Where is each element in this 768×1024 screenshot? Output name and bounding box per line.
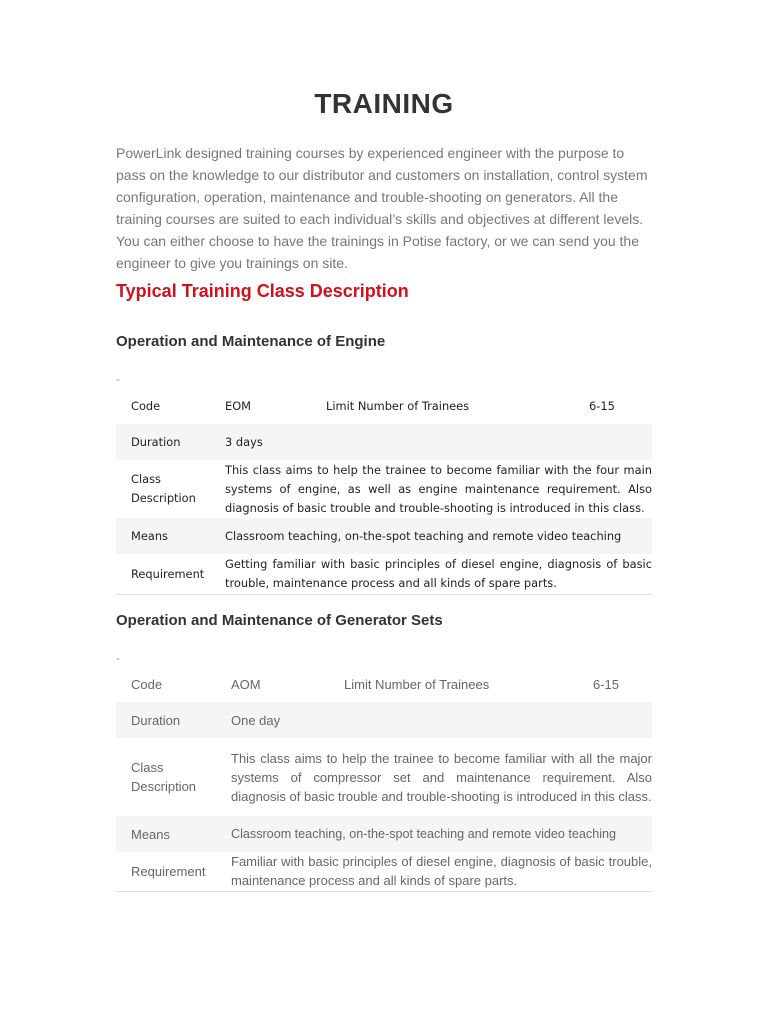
table-row (116, 702, 652, 738)
section-heading: Typical Training Class Description (116, 281, 409, 301)
code-label: Code (131, 676, 163, 692)
intro-paragraph: PowerLink designed training courses by experienced engineer with the purpose to pass on the knowledge to our distributor and customers on installation, control system configuration, operation, maintenance and trouble-shooting on generators. All the training courses are suited to each individual’s skills and objectives at different levels. You can either choose to have the trainings in Potise factory, or we can send you the engineer to give you trainings on site. (116, 145, 648, 271)
table-row (116, 460, 652, 518)
table-row (116, 424, 652, 460)
limit-value: 6-15 (593, 676, 620, 692)
class-label-line-1: Class (131, 472, 161, 486)
table-row (116, 816, 652, 852)
table-row (116, 852, 652, 891)
class-label-line-2: Description (131, 491, 196, 505)
course-1-dash: - (116, 372, 120, 386)
code-value: EOM (225, 398, 251, 413)
table-row (116, 738, 652, 816)
requirement-value: Familiar with basic principles of diesel engine, diagnosis of basic trouble, maintenance process and all kinds of spare parts. (216, 852, 652, 891)
means-label: Means (116, 518, 210, 554)
class-description-value: This class aims to help the trainee to become familiar with the four main systems of engine, as well as engine maintenance requirement. Also diagnosis of basic trouble and trouble-shooting is introduced in this class. (225, 462, 652, 515)
course-1-table (116, 388, 652, 595)
limit-label: Limit Number of Trainees (344, 676, 490, 692)
course-2-dash: - (116, 651, 120, 665)
code-row-values (210, 388, 652, 424)
table-row (116, 518, 652, 554)
duration-label: Duration (116, 424, 210, 460)
code-row-values (216, 666, 652, 702)
means-label: Means (116, 816, 216, 852)
class-description-label (116, 738, 216, 816)
course-2-table (116, 666, 652, 892)
code-label: Code (131, 399, 161, 413)
class-label-line-1: Class (131, 760, 164, 775)
duration-value: One day (216, 702, 652, 738)
course-2-heading: Operation and Maintenance of Generator Sets (116, 612, 443, 629)
requirement-label: Requirement (116, 554, 210, 594)
table-row (116, 666, 652, 702)
table-row (116, 554, 652, 594)
means-value: Classroom teaching, on-the-spot teaching and remote video teaching (216, 816, 652, 852)
means-value: Classroom teaching, on-the-spot teaching and remote video teaching (210, 518, 652, 554)
duration-value: 3 days (210, 424, 652, 460)
limit-label: Limit Number of Trainees (326, 398, 470, 413)
requirement-value: Getting familiar with basic principles of diesel engine, diagnosis of basic trouble, maintenance process and all kinds of spare parts. (210, 554, 652, 594)
page-title: TRAINING (314, 88, 454, 119)
class-description-label (116, 460, 210, 518)
class-label-line-2: Description (131, 779, 197, 794)
limit-value: 6-15 (589, 398, 615, 413)
requirement-label: Requirement (116, 852, 216, 891)
duration-label: Duration (116, 702, 216, 738)
class-description-value: This class aims to help the trainee to become familiar with all the major systems of compressor set and maintenance requirement. Also diagnosis of basic trouble and trouble-shooting is introduced in this class. (231, 750, 652, 804)
table-row (116, 388, 652, 424)
course-1-heading: Operation and Maintenance of Engine (116, 333, 386, 350)
code-value: AOM (231, 676, 261, 692)
